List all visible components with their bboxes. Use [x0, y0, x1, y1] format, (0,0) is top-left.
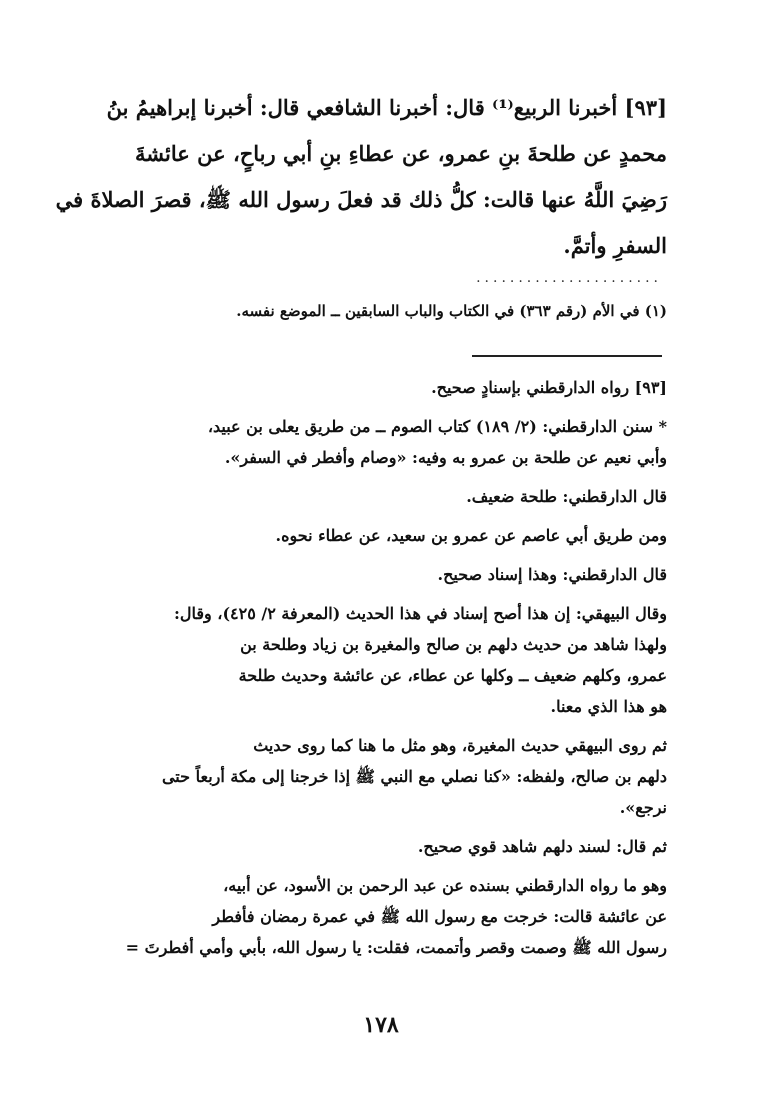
footnote: (١) في الأم (رقم ٣٦٣) في الكتاب والباب السابقين ــ الموضع نفسه. — [236, 302, 667, 320]
takhrij-line: عمرو، وكلهم ضعيف ــ وكلها عن عطاء، عن عائشة وحديث طلحة — [238, 666, 667, 685]
page-number: ١٧٨ — [363, 1012, 399, 1038]
takhrij-line: وهو ما رواه الدارقطني بسنده عن عبد الرحمن بن الأسود، عن أبيه، — [223, 876, 667, 895]
takhrij-paragraph — [87, 730, 667, 823]
hadith-line: محمدٍ عن طلحةَ بنِ عمرو، عن عطاءِ بنِ أبي رباحٍ، عن عائشةَ — [135, 141, 667, 166]
takhrij-paragraph — [87, 598, 667, 722]
footnote-separator: ...................... — [476, 270, 662, 286]
takhrij-line: وقال البيهقي: إن هذا أصح إسناد في هذا الحديث (المعرفة ٢/ ٤٢٥)، وقال: — [173, 604, 667, 623]
takhrij-line: هو هذا الذي معنا. — [550, 697, 667, 716]
takhrij-line: ومن طريق أبي عاصم عن عمرو بن سعيد، عن عطاء نحوه. — [275, 526, 667, 545]
takhrij-line: رسول الله ﷺ وصمت وقصر وأتممت، فقلت: يا رسول الله، بأبي وأمي أفطرتَ = — [125, 938, 667, 957]
takhrij-line: وأبي نعيم عن طلحة بن عمرو به وفيه: «وصام وأفطر في السفر». — [224, 448, 667, 467]
takhrij-line: دلهم بن صالح، ولفظه: «كنا نصلي مع النبي ﷺ إذا خرجنا إلى مكة أربعاً حتى — [161, 767, 667, 786]
takhrij-line: قال الدارقطني: وهذا إسناد صحيح. — [437, 565, 667, 584]
takhrij-paragraph — [87, 520, 667, 551]
takhrij-heading: [٩٣] رواه الدارقطني بإسنادٍ صحيح. — [431, 378, 667, 397]
takhrij-paragraph — [87, 481, 667, 512]
hadith-line: [٩٣] أخبرنا الربيع⁽¹⁾ قال: أخبرنا الشافعي قال: أخبرنا إبراهيمُ بنُ — [106, 95, 667, 120]
takhrij-line: عن عائشة قالت: خرجت مع رسول الله ﷺ في عمرة رمضان فأفطر — [212, 907, 667, 926]
takhrij-paragraph — [87, 559, 667, 590]
takhrij-section — [87, 372, 667, 971]
takhrij-paragraph — [87, 411, 667, 473]
takhrij-paragraph — [87, 831, 667, 862]
hadith-text — [55, 85, 667, 269]
takhrij-line: ثم روى البيهقي حديث المغيرة، وهو مثل ما هنا كما روى حديث — [253, 736, 667, 755]
takhrij-line: ولهذا شاهد من حديث دلهم بن صالح والمغيرة بن زياد وطلحة بن — [240, 635, 667, 654]
takhrij-line: نرجع». — [619, 798, 667, 817]
hadith-line: السفرِ وأتمَّ. — [563, 233, 667, 258]
takhrij-paragraph — [87, 870, 667, 963]
takhrij-line: قال الدارقطني: طلحة ضعيف. — [466, 487, 667, 506]
section-divider — [472, 355, 662, 357]
takhrij-line: ثم قال: لسند دلهم شاهد قوي صحيح. — [417, 837, 667, 856]
hadith-line: رَضِيَ اللَّهُ عنها قالت: كلُّ ذلك قد فعلَ رسول الله ﷺ، قصرَ الصلاةَ في — [55, 187, 667, 212]
takhrij-line: * سنن الدارقطني: (٢/ ١٨٩) كتاب الصوم ــ من طريق يعلى بن عبيد، — [207, 417, 667, 436]
